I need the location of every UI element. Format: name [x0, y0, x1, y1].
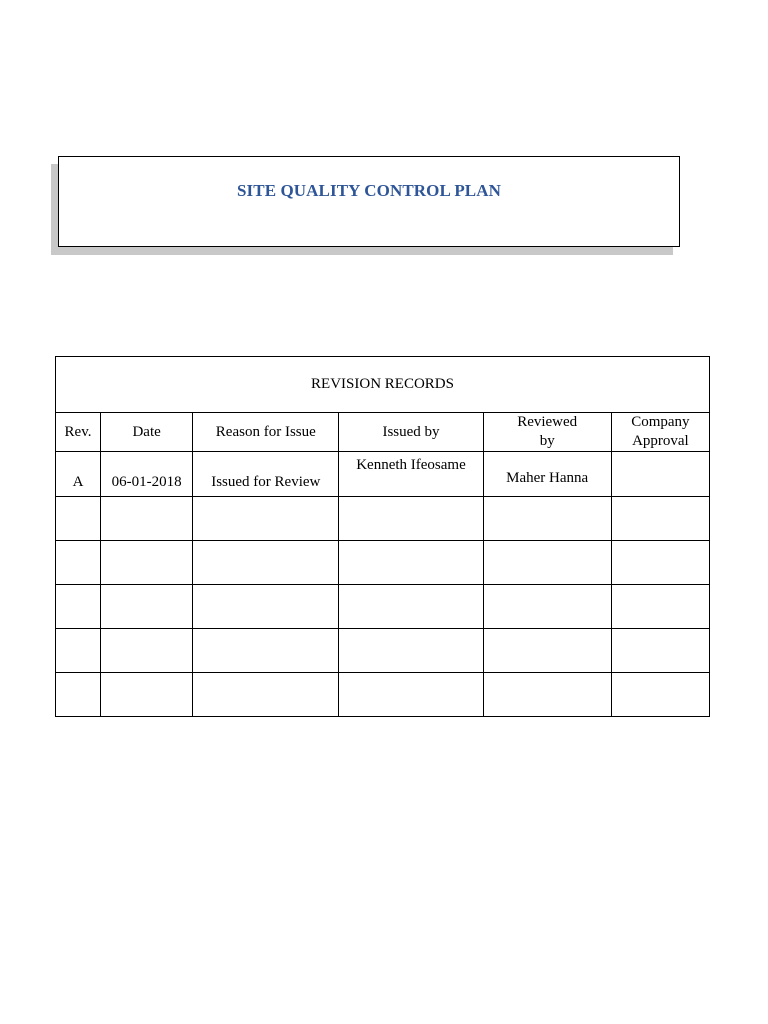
cell-reason — [193, 452, 339, 497]
empty-cell — [339, 673, 483, 717]
empty-cell — [483, 541, 611, 585]
empty-cell — [193, 673, 339, 717]
revision-records-table — [55, 356, 710, 717]
table-row — [56, 452, 710, 497]
empty-cell — [101, 629, 193, 673]
cell-issued-by-text: Kenneth Ifeosame — [356, 457, 466, 473]
empty-cell — [611, 629, 709, 673]
empty-cell — [339, 629, 483, 673]
empty-cell — [101, 673, 193, 717]
empty-cell — [611, 585, 709, 629]
header-company-approval — [611, 413, 709, 452]
header-reviewed-by-line1: Reviewed — [517, 414, 578, 430]
empty-cell — [339, 497, 483, 541]
header-company-approval-line1: Company — [631, 414, 690, 430]
empty-cell — [483, 629, 611, 673]
cell-reason-text: Issued for Review — [211, 474, 321, 490]
empty-cell — [56, 585, 101, 629]
empty-cell — [193, 629, 339, 673]
cell-rev — [56, 452, 101, 497]
cell-reviewed-by — [483, 452, 611, 497]
empty-cell — [483, 497, 611, 541]
empty-cell — [611, 673, 709, 717]
cell-company-approval — [611, 452, 709, 497]
empty-cell — [193, 585, 339, 629]
table-header-row — [56, 413, 710, 452]
empty-cell — [611, 497, 709, 541]
cell-issued-by — [339, 452, 483, 497]
header-rev: Rev. — [56, 413, 101, 452]
table-row-empty — [56, 585, 710, 629]
table-caption-row — [56, 357, 710, 413]
empty-cell — [611, 541, 709, 585]
empty-cell — [339, 585, 483, 629]
empty-cell — [483, 585, 611, 629]
header-date: Date — [101, 413, 193, 452]
title-box — [58, 156, 680, 247]
table-row-empty — [56, 673, 710, 717]
header-reviewed-by — [483, 413, 611, 452]
empty-cell — [193, 541, 339, 585]
table-row-empty — [56, 629, 710, 673]
empty-cell — [101, 541, 193, 585]
header-reviewed-by-line2: by — [539, 433, 555, 449]
empty-cell — [56, 497, 101, 541]
empty-cell — [483, 673, 611, 717]
header-issued-by: Issued by — [339, 413, 483, 452]
empty-cell — [56, 541, 101, 585]
empty-cell — [101, 585, 193, 629]
table-caption: REVISION RECORDS — [56, 357, 710, 413]
cell-date-text: 06-01-2018 — [111, 474, 182, 490]
empty-cell — [193, 497, 339, 541]
empty-cell — [101, 497, 193, 541]
header-company-approval-line2: Approval — [632, 433, 689, 449]
empty-cell — [339, 541, 483, 585]
header-reason-for-issue: Reason for Issue — [193, 413, 339, 452]
cell-rev-text: A — [72, 474, 84, 490]
table-row-empty — [56, 541, 710, 585]
empty-cell — [56, 673, 101, 717]
cell-reviewed-by-text: Maher Hanna — [506, 470, 589, 486]
document-title: SITE QUALITY CONTROL PLAN — [236, 181, 501, 200]
cell-date — [101, 452, 193, 497]
table-row-empty — [56, 497, 710, 541]
empty-cell — [56, 629, 101, 673]
